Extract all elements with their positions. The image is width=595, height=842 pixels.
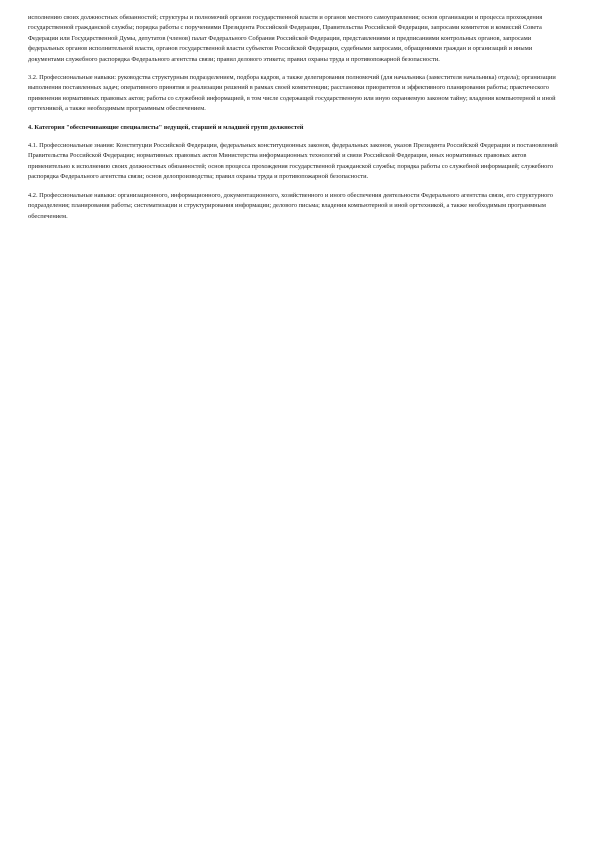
document-page <box>28 13 568 230</box>
paragraph-4-1-professional-knowledge: 4.1. Профессиональные знания: Конституции Российской Федерации, федеральных конституционных законов, федеральных законов, указов Президента Российской Федерации и постановлений Правительства Российской Федерации; нормативных правовых актов Министерства информационных технологий и связи Российской Федерации, иных нормативных правовых актов применительно к исполнению своих должностных обязанностей; основ процесса прохождения государственной гражданской службы; порядка работы со служебной информацией; служебного распорядка Федерального агентства связи; основ делопроизводства; правил охраны труда и противопожарной безопасности. <box>28 142 558 181</box>
paragraph-4-2-professional-skills: 4.2. Профессиональные навыки: организационного, информационного, документационного, хозяйственного и иного обеспечения деятельности Федерального агентства связи, его структурного подразделения; планирования работы; систематизации и структурирования информации; делового письма; владения компьютерной и иной оргтехникой, а также необходимым программным обеспечением. <box>28 191 553 220</box>
paragraph-professional-knowledge-continued: исполнению своих должностных обязанностей; структуры и полномочий органов государственной власти и органов местного самоуправления; основ организации и процесса прохождения государственной гражданской службы; порядка работы с поручениями Президента Российской Федерации, Правительства Российской Федерации, запросами комитетов и комиссий Совета Федерации или Государственной Думы, депутатов (членов) палат Федерального Собрания Российской Федерации, представлениями и предписаниями контрольных органов, запросами федеральных органов исполнительной власти, органов государственной власти субъектов Российской Федерации, судебными запросами, обращениями граждан и организаций и иными документами служебного распорядка Федерального агентства связи; правил делового этикета; правил охраны труда и противопожарной безопасности. <box>28 14 543 63</box>
section-heading-4: 4. Категория "обеспечивающие специалисты" ведущей, старшей и младшей групп должностей <box>28 123 304 131</box>
paragraph-3-2-professional-skills: 3.2. Профессиональные навыки: руководства структурным подразделением, подбора кадров, а также делегирования полномочий (для начальника (заместителя начальника) отдела); организации выполнения поставленных задач; оперативного принятия и реализации решений в рамках своей компетенции; расстановки приоритетов и эффективного планирования работы; практического применения нормативных правовых актов; работы со служебной информацией, в том числе содержащей государственную или иную охраняемую законом тайну; владения компьютерной и иной оргтехникой, а также необходимым программным обеспечением. <box>28 74 556 113</box>
